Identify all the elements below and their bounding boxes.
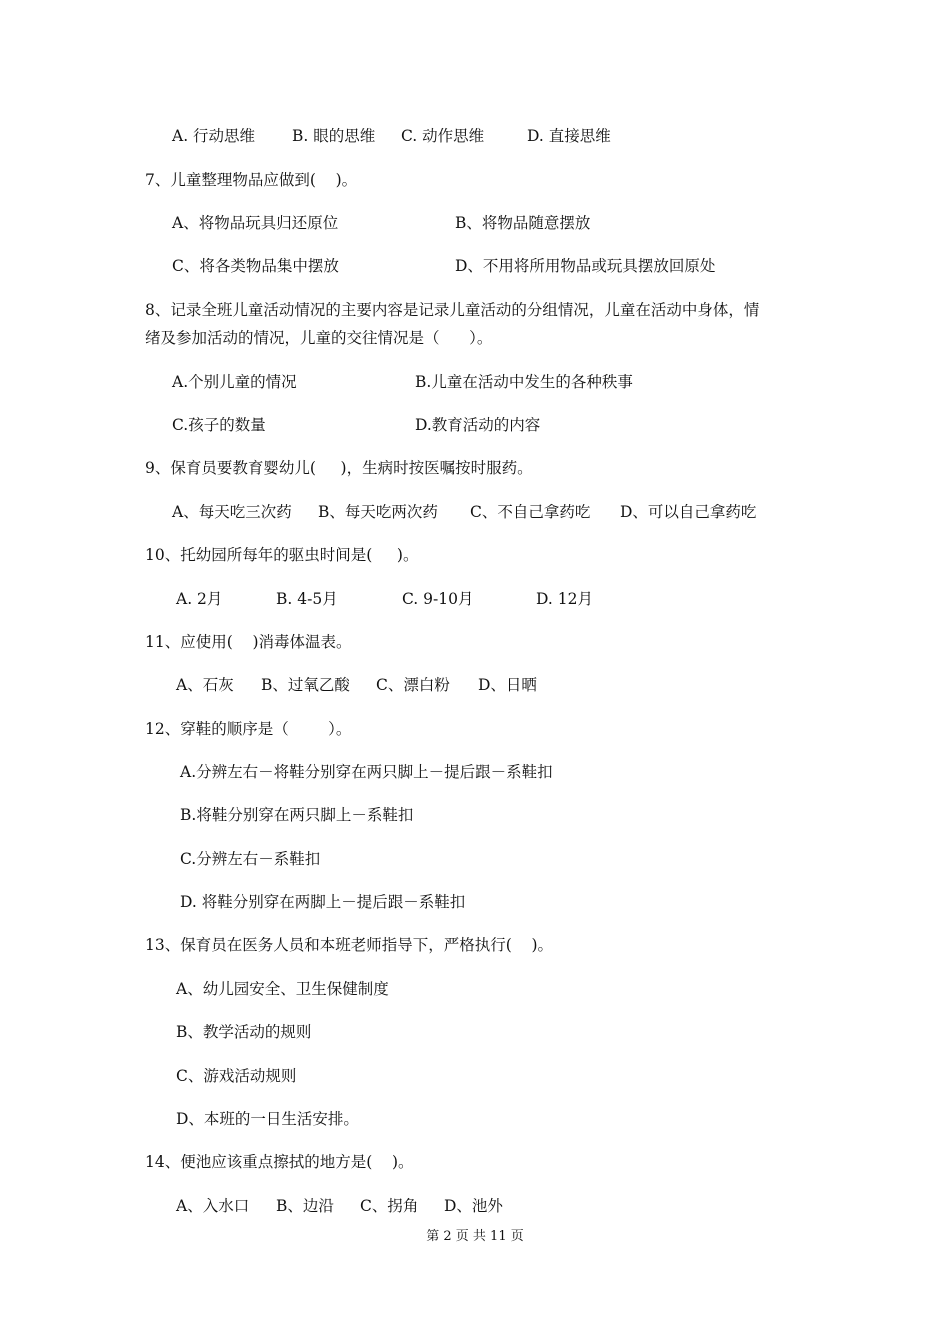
q7-option-b: B、将物品随意摆放: [455, 214, 591, 232]
q7-option-c: C、将各类物品集中摆放: [172, 257, 339, 275]
q12-option-d: D. 将鞋分别穿在两脚上－提后跟－系鞋扣: [180, 893, 466, 911]
q14-option-b: B、边沿: [276, 1197, 334, 1215]
q6-option-c: C. 动作思维: [401, 127, 485, 145]
q13-option-a: A、幼儿园安全、卫生保健制度: [176, 980, 389, 998]
q6-option-d: D. 直接思维: [527, 127, 611, 145]
q10-stem: 10、托幼园所每年的驱虫时间是( )。: [145, 546, 419, 564]
q9-option-a: A、每天吃三次药: [172, 503, 292, 521]
q8-option-a: A.个别儿童的情况: [172, 373, 297, 391]
q12-option-a: A.分辨左右－将鞋分别穿在两只脚上－提后跟－系鞋扣: [180, 763, 553, 781]
q13-stem: 13、保育员在医务人员和本班老师指导下，严格执行( )。: [145, 936, 554, 954]
q11-option-b: B、过氧乙酸: [261, 676, 350, 694]
q11-option-c: C、漂白粉: [376, 676, 450, 694]
q7-option-d: D、不用将所用物品或玩具摆放回原处: [455, 257, 716, 275]
q9-option-d: D、可以自己拿药吃: [620, 503, 757, 521]
q14-option-d: D、池外: [444, 1197, 503, 1215]
q8-stem-line1: 8、记录全班儿童活动情况的主要内容是记录儿童活动的分组情况，儿童在活动中身体，情: [145, 301, 760, 319]
q10-option-d: D. 12月: [536, 590, 593, 608]
q11-stem: 11、应使用( )消毒体温表。: [145, 633, 352, 651]
q10-option-a: A. 2月: [176, 590, 223, 608]
q8-option-c: C.孩子的数量: [172, 416, 266, 434]
q8-stem-line2: 绪及参加活动的情况，儿童的交往情况是（ ）。: [145, 329, 493, 347]
q12-option-c: C.分辨左右－系鞋扣: [180, 850, 321, 868]
q13-option-c: C、游戏活动规则: [176, 1067, 297, 1085]
q13-option-d: D、本班的一日生活安排。: [176, 1110, 359, 1128]
q14-stem: 14、便池应该重点擦拭的地方是( )。: [145, 1153, 414, 1171]
q10-option-b: B. 4-5月: [276, 590, 338, 608]
page-number-footer: 第 2 页 共 11 页: [426, 1229, 524, 1244]
q6-option-b: B. 眼的思维: [292, 127, 376, 145]
q8-option-d: D.教育活动的内容: [415, 416, 541, 434]
q9-stem: 9、保育员要教育婴幼儿( )，生病时按医嘱按时服药。: [145, 459, 533, 477]
q12-option-b: B.将鞋分别穿在两只脚上－系鞋扣: [180, 806, 414, 824]
q14-option-c: C、拐角: [360, 1197, 419, 1215]
q9-option-c: C、不自己拿药吃: [470, 503, 591, 521]
q11-option-d: D、日晒: [478, 676, 537, 694]
q7-stem: 7、儿童整理物品应做到( )。: [145, 171, 358, 189]
q12-stem: 12、穿鞋的顺序是（ ）。: [145, 720, 352, 738]
q7-option-a: A、将物品玩具归还原位: [172, 214, 339, 232]
q14-option-a: A、入水口: [176, 1197, 250, 1215]
q9-option-b: B、每天吃两次药: [318, 503, 438, 521]
q13-option-b: B、教学活动的规则: [176, 1023, 312, 1041]
q8-option-b: B.儿童在活动中发生的各种秩事: [415, 373, 633, 391]
q11-option-a: A、石灰: [176, 676, 234, 694]
q6-option-a: A. 行动思维: [172, 127, 256, 145]
q10-option-c: C. 9-10月: [402, 590, 474, 608]
